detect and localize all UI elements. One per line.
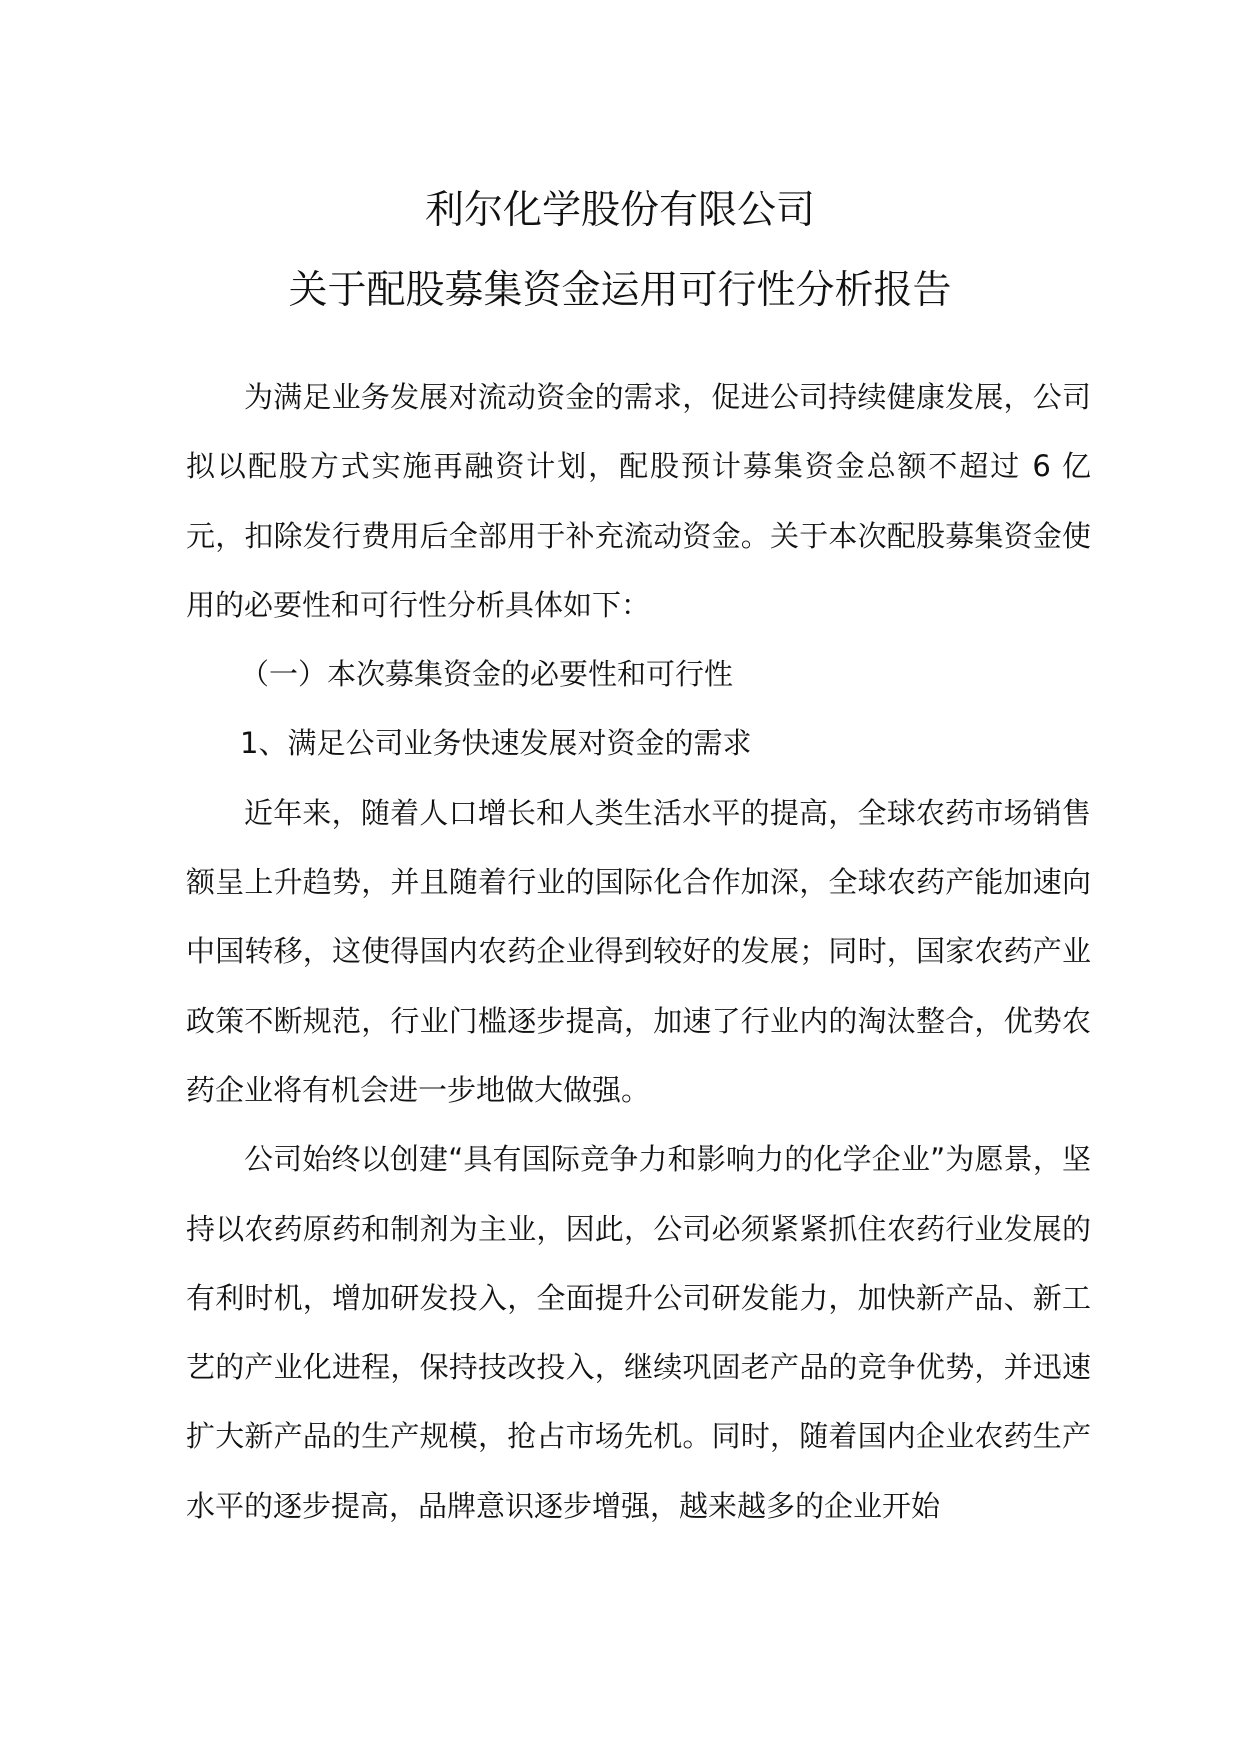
report-title: 关于配股募集资金运用可行性分析报告 bbox=[288, 268, 952, 313]
section-heading: （一）本次募集资金的必要性和可行性 bbox=[240, 657, 734, 692]
report-body bbox=[186, 363, 1091, 1541]
company-title: 利尔化学股份有限公司 bbox=[424, 188, 815, 233]
company-strategy-paragraph: 公司始终以创建“具有国际竞争力和影响力的化学企业”为愿景，坚持以农药原药和制剂为主业，因此，公司必须紧紧抓住农药行业发展的有利时机，增加研发投入，全面提升公司研发能力，加快新产品、新工艺的产业化进程，保持技改投入，继续巩固老产品的竞争优势，并迅速扩大新产品的生产规模，抢占市场先机。同时，随着国内企业农药生产水平的逐步提高，品牌意识逐步增强，越来越多的企业开始 bbox=[186, 1142, 1091, 1523]
intro-paragraph: 为满足业务发展对流动资金的需求，促进公司持续健康发展，公司拟以配股方式实施再融资计划，配股预计募集资金总额不超过 6 亿元，扣除发行费用后全部用于补充流动资金。关于本次配股募集资金使用的必要性和可行性分析具体如下： bbox=[186, 380, 1091, 622]
subsection-heading: 1、满足公司业务快速发展对资金的需求 bbox=[240, 726, 752, 761]
industry-paragraph: 近年来，随着人口增长和人类生活水平的提高，全球农药市场销售额呈上升趋势，并且随着行业的国际化合作加深，全球农药产能加速向中国转移，这使得国内农药企业得到较好的发展；同时，国家农药产业政策不断规范，行业门槛逐步提高，加速了行业内的淘汰整合，优势农药企业将有机会进一步地做大做强。 bbox=[186, 795, 1091, 1107]
